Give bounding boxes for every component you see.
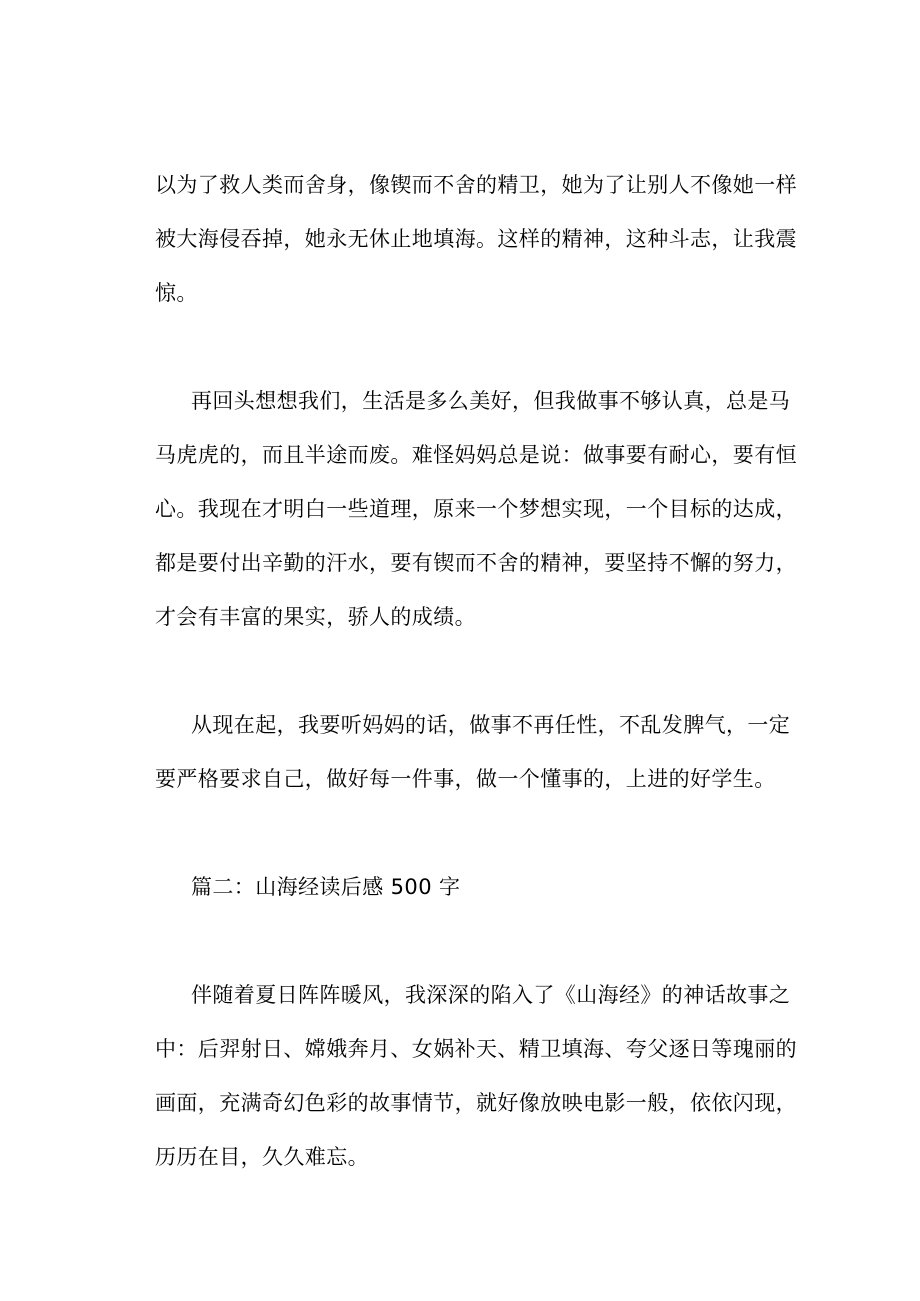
text-line: 伴随着夏日阵阵暖风，我深深的陷入了《山海经》的神话故事之 [191,983,791,1007]
text-line: 历历在目，久久难忘。 [155,1145,369,1169]
text-line: 被大海侵吞掉，她永无休止地填海。这样的精神，这种斗志，让我震 [155,227,797,251]
text-line: 心。我现在才明白一些道理，原来一个梦想实现，一个目标的达成， [155,497,797,521]
paragraph-gap [155,806,765,860]
text-line: 以为了救人类而舍身，像锲而不舍的精卫，她为了让别人不像她一样 [155,173,797,197]
paragraph-jingwei-spirit [155,158,797,320]
paragraph-reflection [155,374,797,644]
text-line: 才会有丰富的果实，骄人的成绩。 [155,605,476,629]
document-body [155,158,797,1184]
text-line: 从现在起，我要听妈妈的话，做事不再任性，不乱发脾气，一定 [191,713,791,737]
section-title: 篇二：山海经读后感 500 字 [191,875,461,899]
text-line: 再回头想想我们，生活是多么美好，但我做事不够认真，总是马 [191,389,791,413]
text-line: 画面，充满奇幻色彩的故事情节，就好像放映电影一般，依依闪现， [155,1091,797,1115]
section-heading [155,860,765,914]
text-line: 马虎虎的，而且半途而废。难怪妈妈总是说：做事要有耐心，要有恒 [155,443,797,467]
paragraph-shanhaijing-intro [155,968,797,1184]
text-line: 要严格要求自己，做好每一件事，做一个懂事的，上进的好学生。 [155,767,776,791]
paragraph-resolution [155,698,791,806]
paragraph-gap [155,644,765,698]
paragraph-gap [155,914,765,968]
text-line: 中：后羿射日、嫦娥奔月、女娲补天、精卫填海、夸父逐日等瑰丽的 [155,1037,797,1061]
text-line: 都是要付出辛勤的汗水，要有锲而不舍的精神，要坚持不懈的努力， [155,551,797,575]
paragraph-gap [155,320,765,374]
text-line: 惊。 [155,281,198,305]
